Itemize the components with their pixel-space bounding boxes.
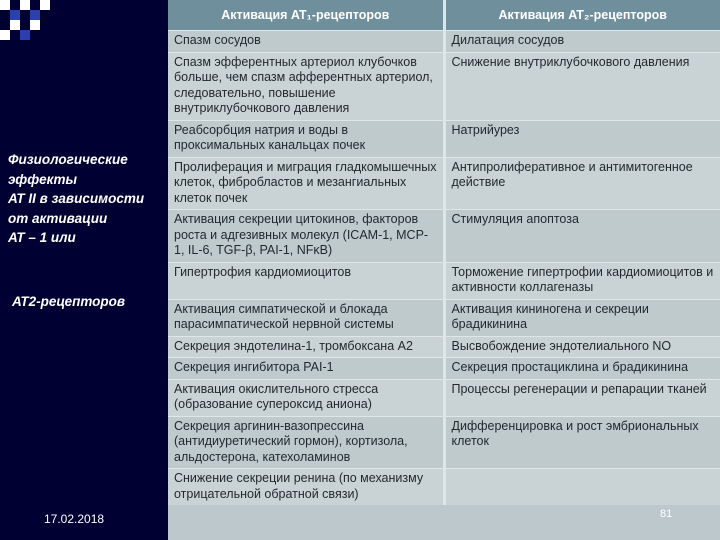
at1-cell: Снижение секреции ренина (по механизму отрицательной обратной связи) (168, 469, 444, 506)
decor-square (10, 10, 20, 20)
at1-cell: Секреция ингибитора PAI-1 (168, 358, 444, 380)
at2-cell: Снижение внутриклубочкового давления (444, 52, 720, 120)
decor-square (10, 20, 20, 30)
table-row (168, 469, 720, 506)
at1-cell: Секреция аргинин-вазопрессина (антидиуретический гормон), кортизола, альдостерона, катехоламинов (168, 416, 444, 469)
header-at2: Активация AT₂-рецепторов (444, 0, 720, 31)
decor-square (0, 30, 10, 40)
decor-square (20, 30, 30, 40)
table-row (168, 31, 720, 53)
page-number: 81 (660, 508, 673, 520)
header-at1: Активация AT₁-рецепторов (168, 0, 444, 31)
at2-cell: Процессы регенерации и репарации тканей (444, 379, 720, 416)
at1-cell: Спазм эфферентных артериол клубочков больше, чем спазм афферентных артериол, следовательно, повышение внутриклубочкового давления (168, 52, 444, 120)
at2-cell: Торможение гипертрофии кардиомиоцитов и активности коллагеназы (444, 262, 720, 299)
at2-cell: Антипролиферативное и антимитогенное действие (444, 157, 720, 210)
table-row (168, 210, 720, 263)
receptor-effects-table (168, 0, 720, 540)
table-row (168, 379, 720, 416)
at2-cell: Дилатация сосудов (444, 31, 720, 53)
at1-cell: Активация окислительного стресса (образование супероксид аниона) (168, 379, 444, 416)
left-panel (0, 0, 168, 540)
at2-cell: Активация кининогена и секреции брадикинина (444, 299, 720, 336)
decor-square (20, 0, 30, 10)
side-title: Физиологические эффекты АТ II в зависимости от активации АТ – 1 или (8, 152, 145, 245)
table-row (168, 358, 720, 380)
decor-square (0, 0, 10, 10)
side-title-continued: АТ2-рецепторов (12, 294, 126, 309)
at1-cell: Спазм сосудов (168, 31, 444, 53)
table-header-row (168, 0, 720, 31)
at2-cell: Секреция простациклина и брадикинина (444, 358, 720, 380)
table-row (168, 157, 720, 210)
at2-cell: Стимуляция апоптоза (444, 210, 720, 263)
at1-cell: Гипертрофия кардиомиоцитов (168, 262, 444, 299)
decor-square (40, 0, 50, 10)
at2-cell: Дифференцировка и рост эмбриональных клеток (444, 416, 720, 469)
at1-cell: Активация симпатической и блокада парасимпатической нервной системы (168, 299, 444, 336)
at2-cell: Натрийурез (444, 120, 720, 157)
at1-cell: Активация секреции цитокинов, факторов роста и адгезивных молекул (ICAM-1, MCP-1, IL-6, TGF-β, PAI-1, NFκB) (168, 210, 444, 263)
at1-cell: Пролиферация и миграция гладкомышечных клеток, фибробластов и мезангиальных клеток почек (168, 157, 444, 210)
table-row (168, 262, 720, 299)
at2-cell: Высвобождение эндотелиального NO (444, 336, 720, 358)
at1-cell: Секреция эндотелина-1, тромбоксана A2 (168, 336, 444, 358)
table-row (168, 52, 720, 120)
table-row (168, 416, 720, 469)
at1-cell: Реабсорбция натрия и воды в проксимальных канальцах почек (168, 120, 444, 157)
decor-square (30, 20, 40, 30)
decor-square (30, 10, 40, 20)
at2-cell (444, 469, 720, 506)
table-row (168, 299, 720, 336)
table-row (168, 120, 720, 157)
slide-date: 17.02.2018 (44, 512, 105, 526)
table-row (168, 336, 720, 358)
